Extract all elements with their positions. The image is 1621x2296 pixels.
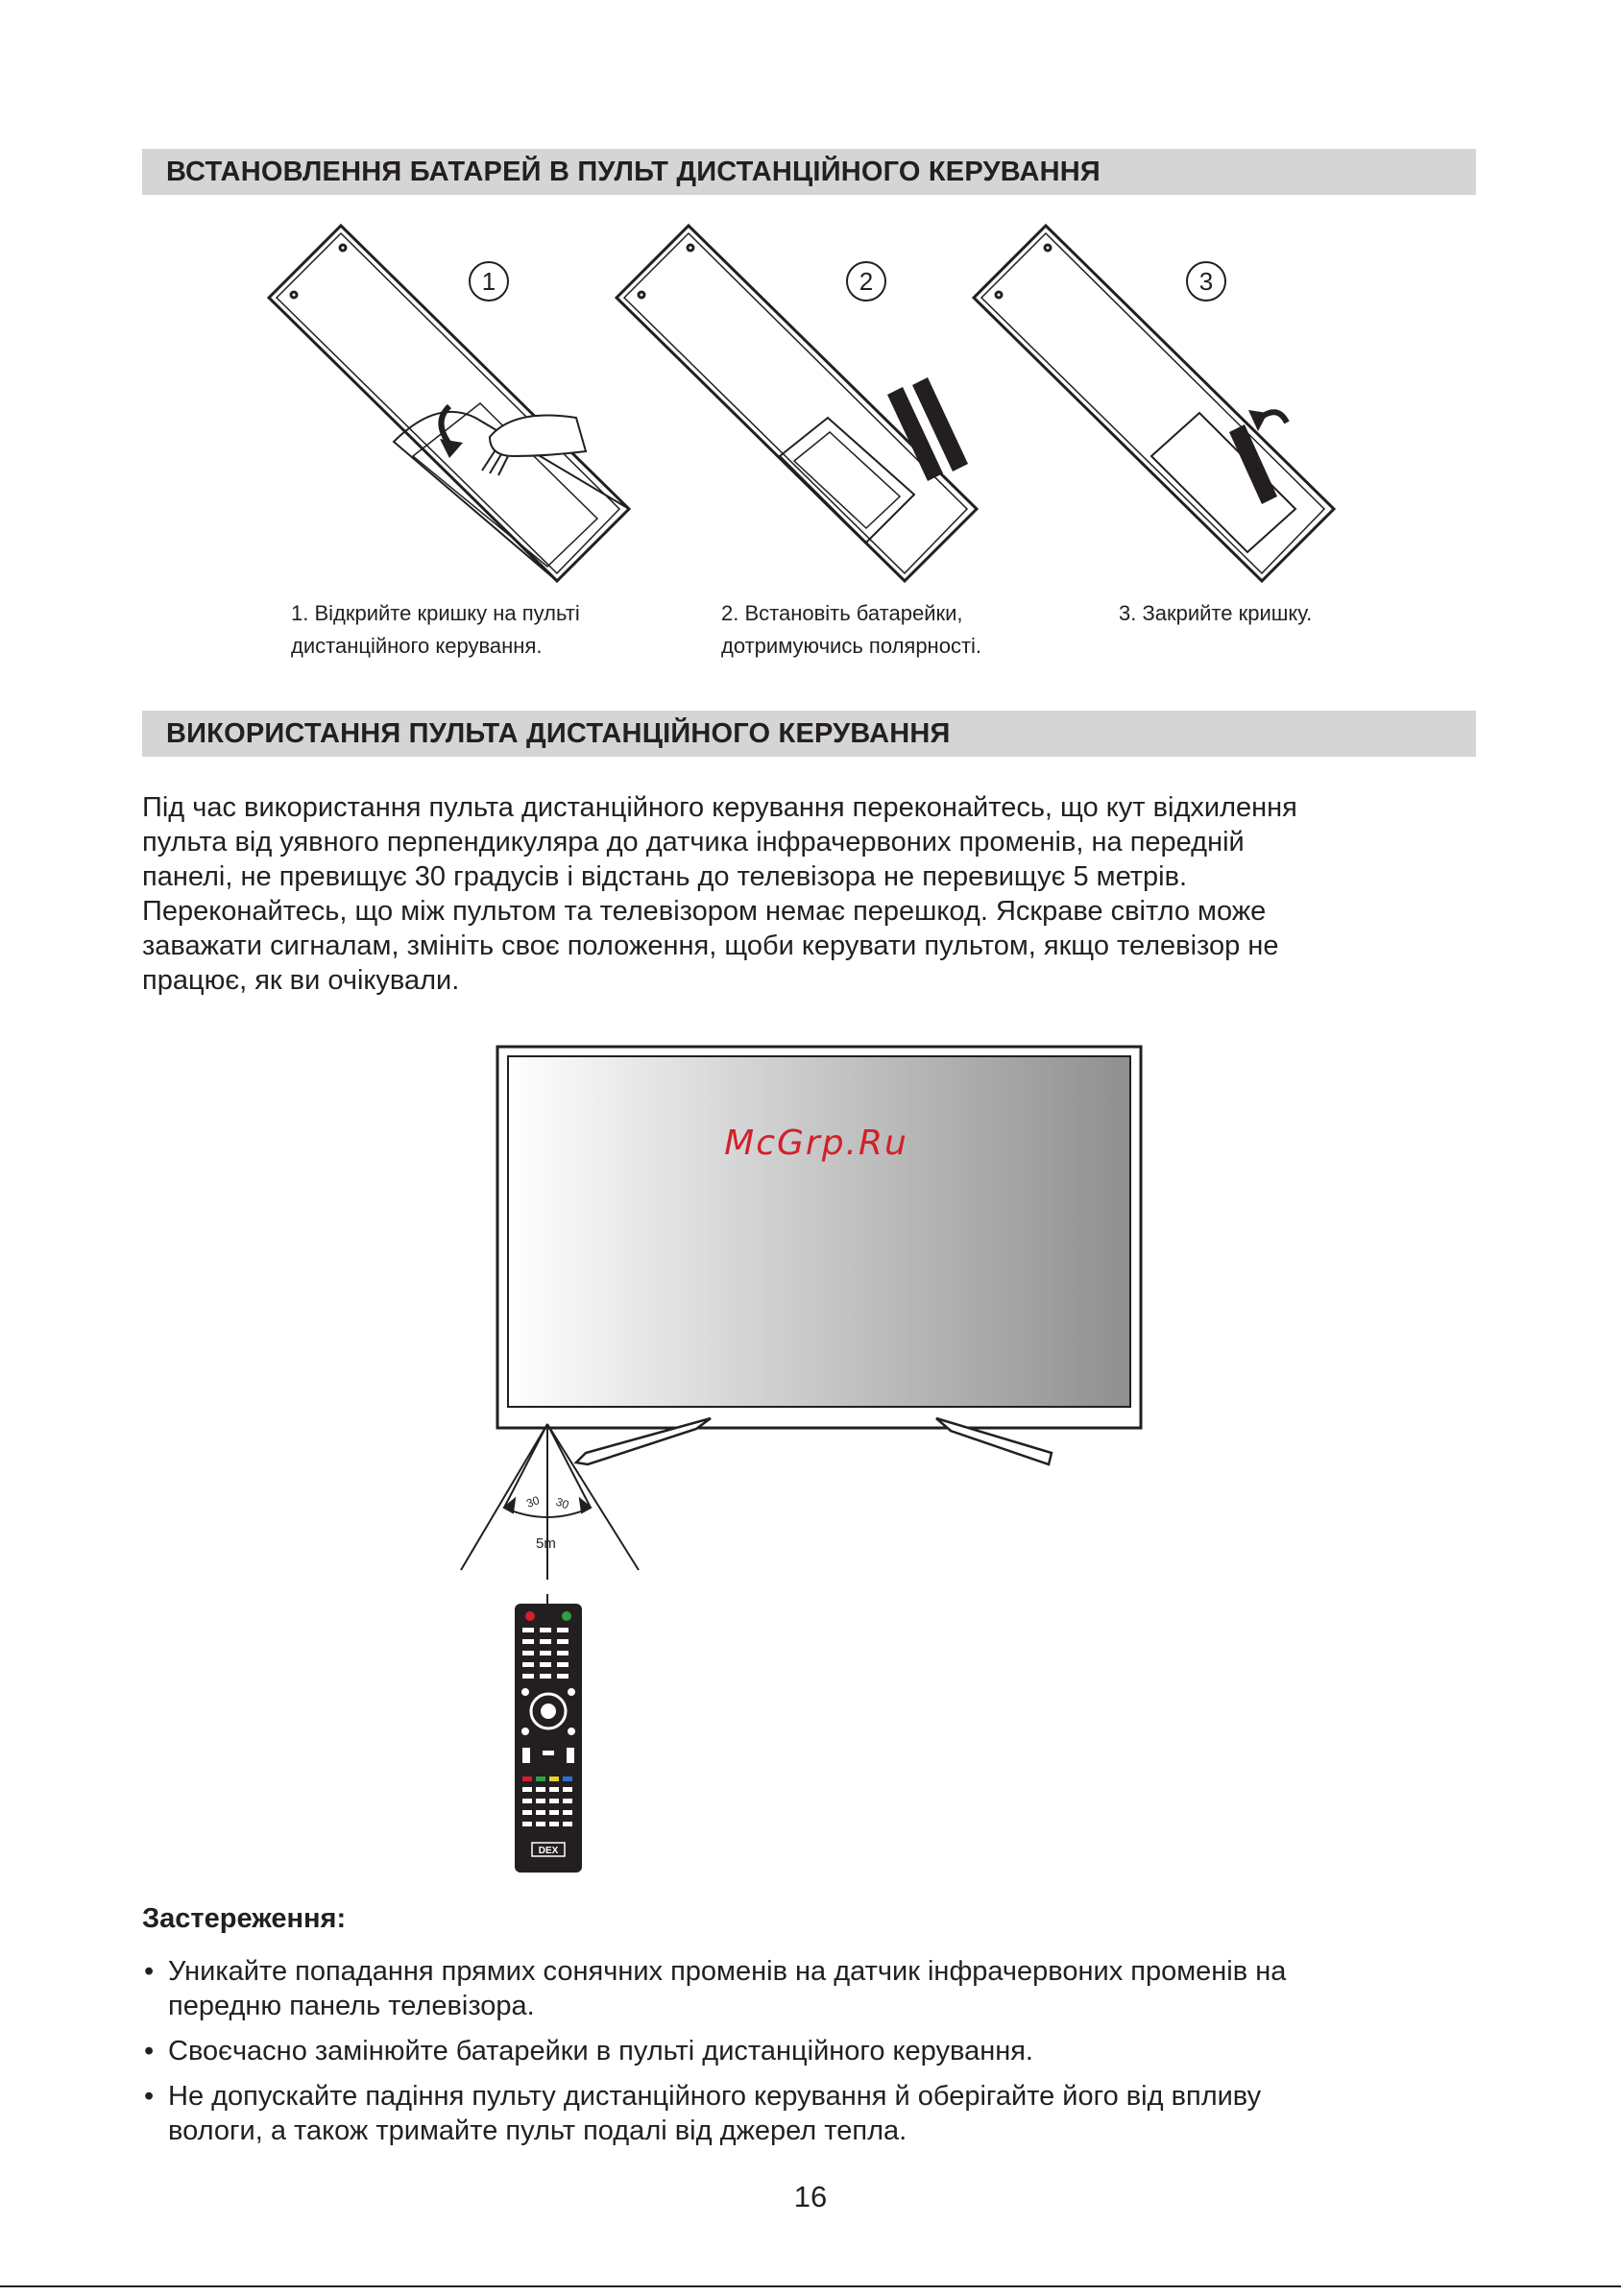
hand-icon: [482, 416, 586, 476]
warning-item: [144, 2079, 1469, 2148]
step-caption-2: 2. Встановіть батарейки, дотримуючись полярності.: [721, 601, 982, 658]
remote-brand-logo: DEX: [538, 1846, 559, 1856]
section-title: ВСТАНОВЛЕННЯ БАТАРЕЙ В ПУЛЬТ ДИСТАНЦІЙНОГО КЕРУВАННЯ: [166, 157, 1101, 187]
page-number: 16: [793, 2180, 828, 2213]
distance-label: 5m: [536, 1535, 556, 1552]
tv-remote-diagram: [451, 1042, 1162, 1877]
section-title: ВИКОРИСТАННЯ ПУЛЬТА ДИСТАНЦІЙНОГО КЕРУВАННЯ: [166, 718, 951, 749]
angle-label-right: 30: [553, 1494, 571, 1512]
warning-text: Своєчасно замінюйте батарейки в пульті дистанційного керування.: [168, 2036, 1033, 2066]
bullet: •: [144, 2036, 155, 2066]
step-caption-1: 1. Відкрийте кришку на пульті дистанційного керування.: [291, 601, 580, 658]
remote-close-cover-illustration: [974, 226, 1334, 581]
warning-text: Не допускайте падіння пульту дистанційного керування й оберігайте його від впливу вологи, а також тримайте пульт подалі від джерел тепла.: [168, 2081, 1262, 2146]
battery-icon: [1229, 424, 1277, 504]
bullet: •: [144, 1956, 155, 1987]
battery-icon: [887, 377, 968, 481]
step-number-3: 3: [1186, 261, 1226, 302]
usage-paragraph: Під час використання пульта дистанційного керування переконайтесь, що кут відхилення пульта від уявного перпендикуляра до датчика інфрачервоних променів, на передній панелі, не превищує 30 градусів і відстань до телевізора не перевищує 5 метрів. Переконайтесь, що між пультом та телевізором немає перешкод. Яскраве світло може заважати сигналам, змініть своє положення, щоби керувати пультом, якщо телевізор не працює, як ви очікували.: [142, 792, 1297, 996]
footer-rule: [0, 2285, 1621, 2287]
bullet: •: [144, 2081, 155, 2112]
warnings-title: Застереження:: [142, 1903, 347, 1934]
angle-label-left: 30: [524, 1493, 542, 1511]
step-number-2: 2: [846, 261, 886, 302]
remote-open-cover-illustration: [269, 226, 629, 581]
warning-text: Уникайте попадання прямих сонячних променів на датчик інфрачервоних променів на передню панель телевізора.: [168, 1956, 1287, 2021]
section-header-usage: [142, 711, 1476, 757]
step-number-1: 1: [469, 261, 509, 302]
tv-illustration: [497, 1047, 1141, 1464]
watermark: McGrp.Ru: [724, 1124, 908, 1163]
remote-illustration: [515, 1604, 582, 1873]
section-header-battery: [142, 149, 1476, 195]
warning-item: [144, 2034, 1469, 2068]
warning-item: [144, 1954, 1469, 2023]
step-caption-3: 3. Закрийте кришку.: [1119, 601, 1313, 625]
